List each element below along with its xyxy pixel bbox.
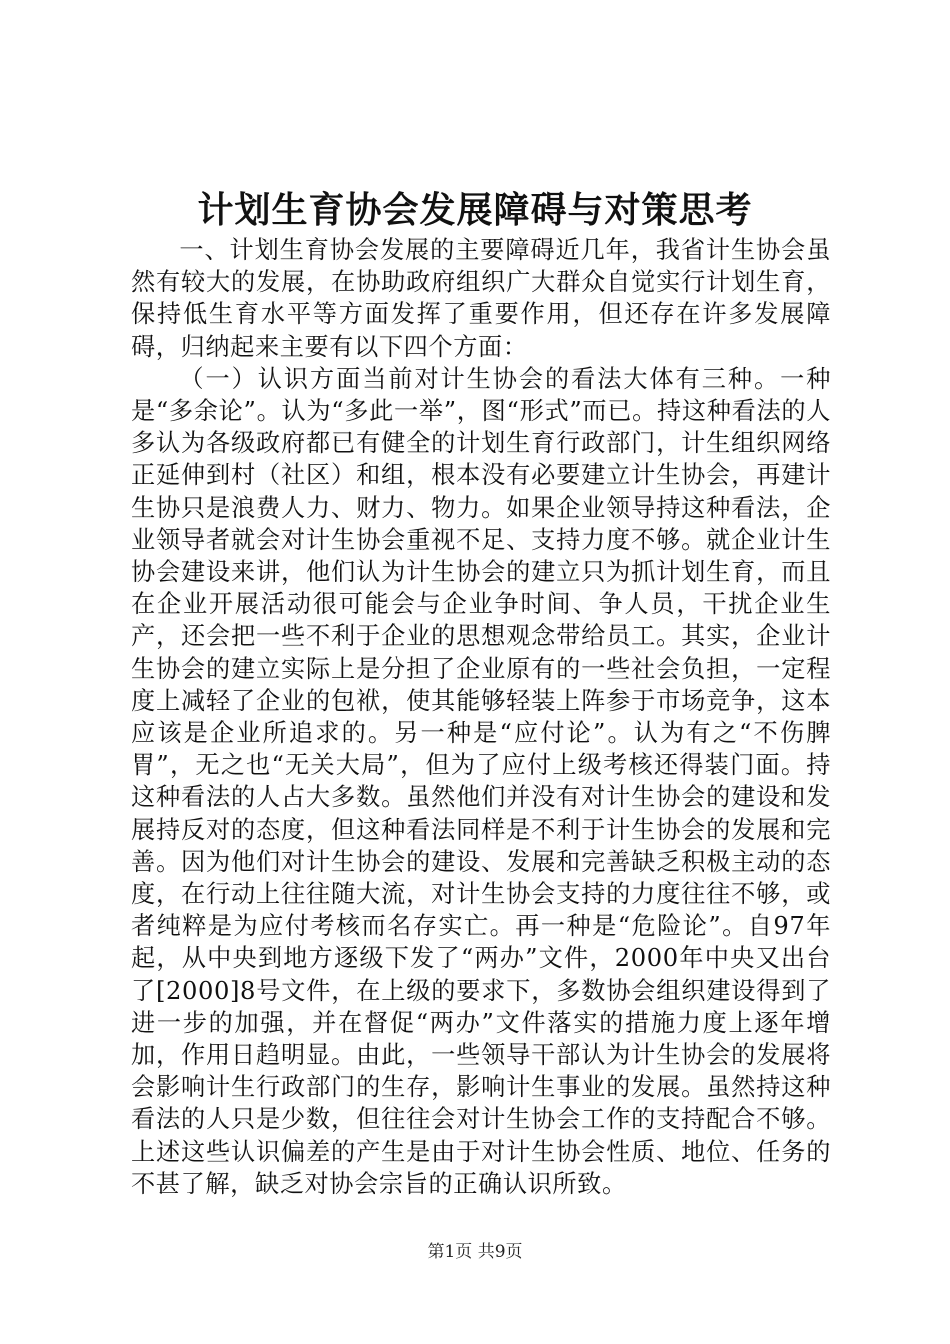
paragraph-awareness: （一）认识方面当前对计生协会的看法大体有三种。一种是“多余论”。认为“多此一举”，图“形式”而已。持这种看法的人多认为各级政府都已有健全的计划生育行政部门，计生组织网络正延伸到村（社区）和组，根本没有必要建立计生协会，再建计生协只是浪费人力、财力、物力。如果企业领导持这种看法，企业领导者就会对计生协会重视不足、支持力度不够。就企业计生协会建设来讲，他们认为计生协会的建立只为抓计划生育，而且在企业开展活动很可能会与企业争时间、争人员，干扰企业生产，还会把一些不利于企业的思想观念带给员工。其实，企业计生协会的建立实际上是分担了企业原有的一些社会负担，一定程度上减轻了企业的包袱，使其能够轻装上阵参于市场竞争，这本应该是企业所追求的。另一种是“应付论”。认为有之“不伤脾胃”，无之也“无关大局”，但为了应付上级考核还得装门面。持这种看法的人占大多数。虽然他们并没有对计生协会的建设和发展持反对的态度，但这种看法同样是不利于计生协会的发展和完善。因为他们对计生协会的建设、发展和完善缺乏积极主动的态度，在行动上往往随大流，对计生协会支持的力度往往不够，或者纯粹是为应付考核而名存实亡。再一种是“危险论”。自97年起，从中央到地方逐级下发了“两办”文件，2000年中央又出台了[2000]8号文件，在上级的要求下，多数协会组织建设得到了进一步的加强，并在督促“两办”文件落实的措施力度上逐年增加，作用日趋明显。由此，一些领导干部认为计生协会的发展将会影响计生行政部门的生存，影响计生事业的发展。虽然持这种看法的人只是少数，但往往会对计生协会工作的支持配合不够。上述这些认识偏差的产生是由于对计生协会性质、地位、任务的不甚了解，缺乏对协会宗旨的正确认识所致。 <box>131 364 831 1198</box>
page-number-footer: 第1页 共9页 <box>427 1242 523 1262</box>
document-body <box>131 234 831 1200</box>
document-title: 计划生育协会发展障碍与对策思考 <box>197 189 753 231</box>
paragraph-intro: 一、计划生育协会发展的主要障碍近几年，我省计生协会虽然有较大的发展，在协助政府组织广大群众自觉实行计划生育，保持低生育水平等方面发挥了重要作用，但还存在许多发展障碍，归纳起来主要有以下四个方面： <box>131 236 831 361</box>
